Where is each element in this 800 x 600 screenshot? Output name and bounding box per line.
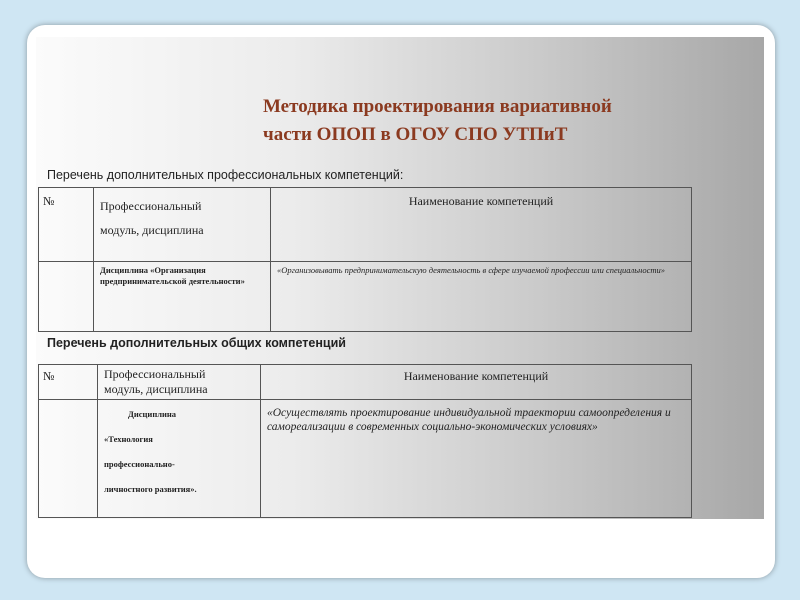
- row-number: [39, 262, 94, 332]
- header-module: [98, 365, 261, 400]
- header-module-line-2: модуль, дисциплина: [104, 382, 208, 396]
- table-header-row: [39, 365, 692, 400]
- general-competencies-table: [38, 364, 692, 518]
- header-module-line-2: модуль, дисциплина: [100, 223, 204, 237]
- slide-title: [263, 93, 743, 149]
- row-module-line-2: «Технология: [104, 434, 153, 444]
- header-module-line-1: Профессиональный: [104, 367, 206, 381]
- row-number: [39, 400, 98, 518]
- title-line-1: Методика проектирования вариативной: [263, 96, 612, 117]
- title-line-2: части ОПОП в ОГОУ СПО УТПиТ: [263, 124, 568, 145]
- header-module: [94, 188, 271, 262]
- row-module-line-1: Дисциплина: [128, 409, 177, 419]
- header-competence: Наименование компетенций: [271, 188, 692, 262]
- row-competence: «Организовывать предпринимательскую деятельность в сфере изучаемой профессии или специальности»: [271, 262, 692, 332]
- row-module-line-3: профессионально-: [104, 459, 175, 469]
- header-competence: Наименование компетенций: [261, 365, 692, 400]
- section-heading-general: Перечень дополнительных общих компетенций: [47, 336, 346, 350]
- professional-competencies-table: [38, 187, 692, 332]
- table-row: [39, 262, 692, 332]
- row-module-line-4: личностного развития».: [104, 484, 197, 494]
- table-row: [39, 400, 692, 518]
- table-header-row: [39, 188, 692, 262]
- row-module: Дисциплина «Организация предпринимательской деятельности»: [94, 262, 271, 332]
- section-heading-professional: Перечень дополнительных профессиональных компетенций:: [47, 168, 404, 182]
- header-number: №: [39, 188, 94, 262]
- row-module: [98, 400, 261, 518]
- header-number: №: [39, 365, 98, 400]
- row-competence: «Осуществлять проектирование индивидуальной траектории самоопределения и самореализации в современных социально-экономических условиях»: [261, 400, 692, 518]
- header-module-line-1: Профессиональный: [100, 199, 202, 213]
